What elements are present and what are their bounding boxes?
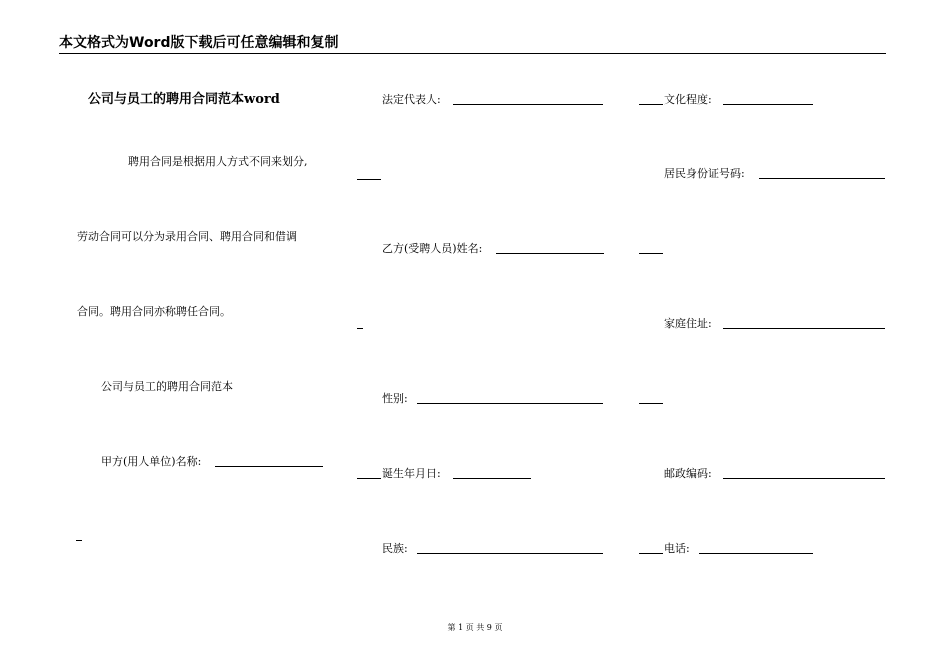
party-b-name-label: 乙方(受聘人员)姓名: (382, 242, 483, 255)
birth-date-label: 诞生年月日: (382, 467, 441, 480)
phone-blank (699, 553, 813, 554)
education-leading-blank (639, 104, 663, 105)
education-blank (723, 104, 813, 105)
legal-representative-blank-continued (357, 179, 381, 180)
intro-paragraph-line-2: 劳动合同可以分为录用合同、聘用合同和借调 (77, 230, 297, 243)
phone-label: 电话: (664, 542, 690, 555)
header-text: 本文格式为Word版下载后可任意编辑和复制 (59, 35, 339, 51)
contract-subtitle: 公司与员工的聘用合同范本 (101, 380, 233, 393)
id-number-blank-continued (639, 253, 663, 254)
party-b-name-blank (496, 253, 604, 254)
id-number-label: 居民身份证号码: (664, 167, 745, 180)
ethnicity-label: 民族: (382, 542, 408, 555)
gender-label: 性别: (382, 392, 408, 405)
education-label: 文化程度: (664, 93, 712, 106)
phone-leading-blank (639, 553, 663, 554)
legal-representative-blank (453, 104, 603, 105)
document-header (59, 34, 886, 54)
birth-date-leading-blank (357, 478, 381, 479)
ethnicity-blank (417, 553, 603, 554)
postal-code-blank (723, 478, 885, 479)
id-number-blank (759, 178, 885, 179)
party-a-name-label: 甲方(用人单位)名称: (101, 455, 202, 468)
party-a-name-blank-continued (76, 540, 82, 541)
party-a-name-blank (215, 466, 323, 467)
intro-paragraph-line-3: 合同。聘用合同亦称聘任合同。 (77, 305, 231, 318)
home-address-blank (723, 328, 885, 329)
postal-code-label: 邮政编码: (664, 467, 712, 480)
home-address-label: 家庭住址: (664, 317, 712, 330)
party-b-name-blank-continued (357, 328, 363, 329)
intro-paragraph-line-1: 聘用合同是根据用人方式不同来划分, (128, 155, 308, 168)
page-number: 第 1 页 共 9 页 (447, 623, 503, 632)
gender-blank (417, 403, 603, 404)
legal-representative-label: 法定代表人: (382, 93, 441, 106)
birth-date-blank (453, 478, 531, 479)
home-address-blank-continued (639, 403, 663, 404)
document-title: 公司与员工的聘用合同范本word (88, 92, 280, 107)
